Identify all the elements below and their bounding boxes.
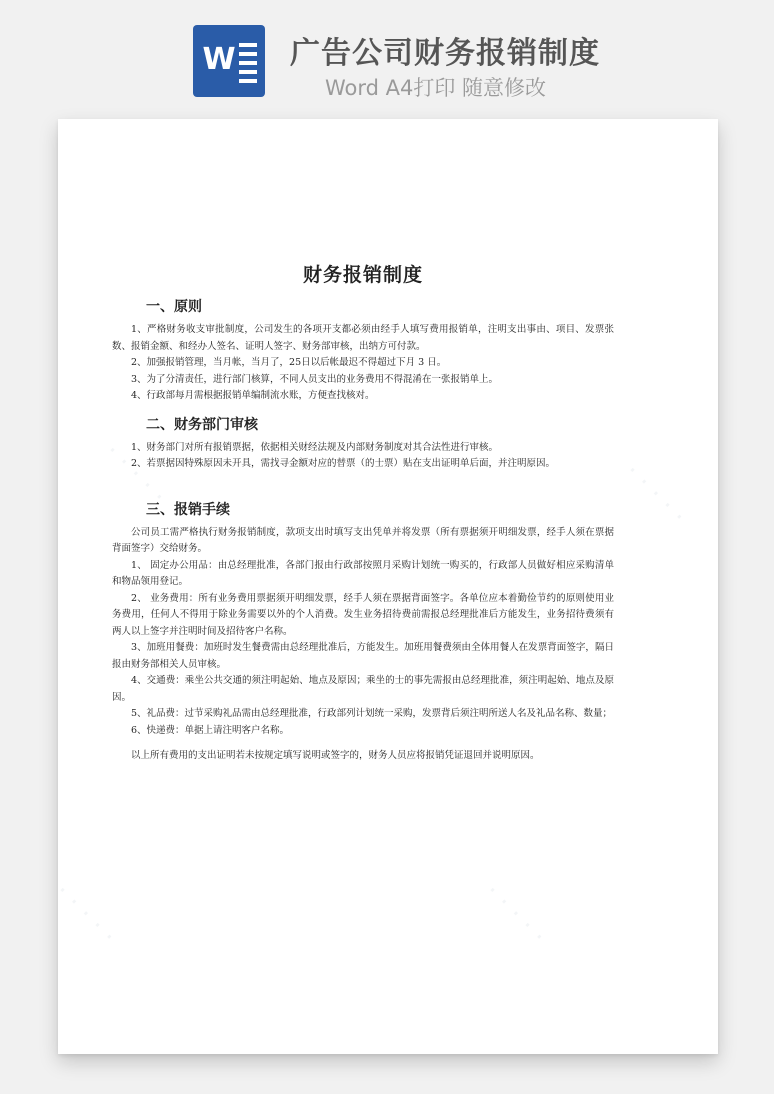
- closing-paragraph: 以上所有费用的支出证明若未按规定填写说明或签字的，财务人员应将报销凭证退回并说明原因。: [131, 750, 540, 761]
- document-title: 财务报销制度: [302, 264, 423, 286]
- paragraph: 6、快递费：单据上请注明客户名称。: [131, 724, 290, 736]
- paragraph: 1、财务部门对所有报销票据，依据相关财经法规及内部财务制度对其合法性进行审核。: [131, 441, 499, 453]
- section-heading-audit: 二、财务部门审核: [146, 416, 258, 433]
- section-heading-procedure: 三、报销手续: [146, 501, 230, 518]
- paragraph: 5、礼品费：过节采购礼品需由总经理批准，行政部列计划统一采购，发票背后须注明所送人名及礼品名称、数量；: [131, 708, 613, 719]
- word-logo-icon: [193, 25, 265, 97]
- paragraph: 3、加班用餐费：加班时发生餐费需由总经理批准后，方能发生。加班用餐费须由全体用餐人在发票背面签字，隔日报由财务部相关人员审核。: [112, 642, 614, 670]
- paragraph: 1、严格财务收支审批制度，公司发生的各项开支都必须由经手人填写费用报销单，注明支出事由、项目、发票张数、报销金额、和经办人签名、证明人签字、财务部审核，出纳方可付款。: [112, 324, 614, 352]
- paragraph: 1、 固定办公用品：由总经理批准，各部门报由行政部按照月采购计划统一购买的，行政部人员做好相应采购清单和物品领用登记。: [112, 559, 614, 587]
- document-body: [112, 260, 614, 765]
- watermark: · · · · ·: [98, 437, 173, 511]
- page-header: [0, 0, 774, 110]
- word-logo-lines: [239, 43, 257, 88]
- paragraph: 公司员工需严格执行财务报销制度，款项支出时填写支出凭单并将发票（所有票据须开明细发票，经手人须在票据背面签字）交给财务。: [112, 526, 614, 554]
- paragraph: 2、若票据因特殊原因未开具，需找寻金额对应的替票（的士票）贴在支出证明单后面，并注明原因。: [131, 458, 556, 469]
- watermark: · · · · ·: [478, 877, 553, 951]
- paragraph: 2、 业务费用：所有业务费用票据须开明细发票，经手人须在票据背面签字。各单位应本着勤俭节约的原则使用业务费用，任何人不得用于除业务需要以外的个人消费。发生业务招待费前需报总经理批准后方能发生，业务招待费须有两人以上签字并注明时间及招待客户名称。: [112, 592, 614, 637]
- paragraph: 3、为了分清责任，进行部门核算，不同人员支出的业务费用不得混淆在一张报销单上。: [131, 373, 499, 385]
- section-heading-principles: 一、原则: [146, 299, 202, 315]
- paragraph: 2、加强报销管理，当月帐，当月了，25日以后帐最迟不得超过下月 3 日。: [131, 357, 447, 368]
- header-title: 广告公司财务报销制度: [290, 36, 600, 71]
- watermark: · · · · ·: [618, 457, 693, 531]
- paragraph: 4、交通费：乘坐公共交通的须注明起始、地点及原因；乘坐的士的事先需报由总经理批准，须注明起始、地点及原因。: [112, 675, 614, 703]
- paragraph: 4、行政部每月需根据报销单编制流水账，方便查找核对。: [131, 390, 375, 401]
- watermark: · · · · ·: [48, 877, 123, 951]
- word-logo-letter: W: [202, 42, 236, 77]
- header-subtitle: Word A4打印 随意修改: [325, 76, 547, 100]
